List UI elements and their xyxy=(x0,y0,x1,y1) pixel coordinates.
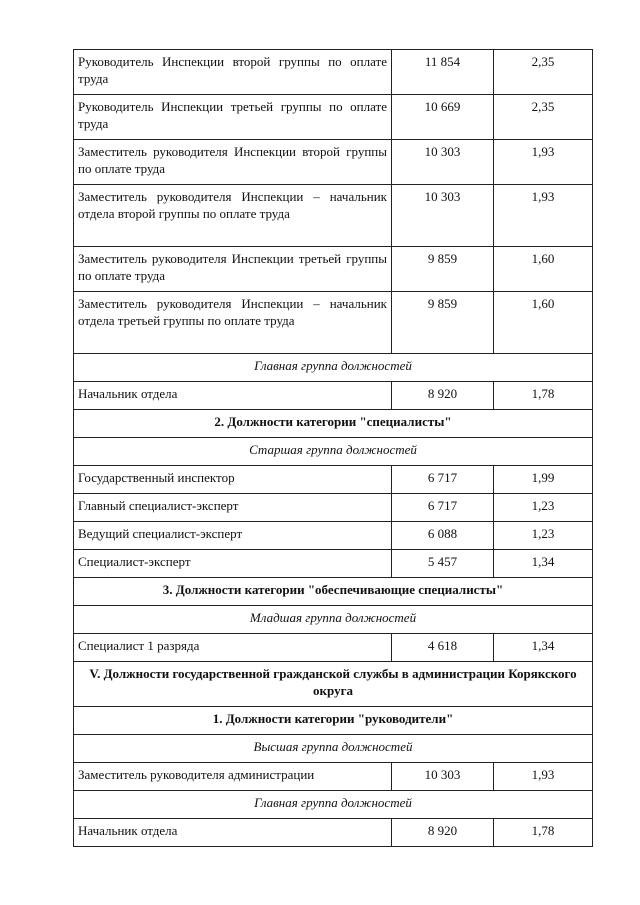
group-heading: Высшая группа должностей xyxy=(74,735,593,763)
salary-cell: 10 669 xyxy=(392,95,494,140)
position-name-cell: Специалист 1 разряда xyxy=(74,634,392,662)
coefficient-cell: 1,93 xyxy=(494,140,593,185)
salary-cell: 11 854 xyxy=(392,50,494,95)
position-name-cell: Заместитель руководителя Инспекции – начальник отдела третьей группы по оплате труда xyxy=(74,292,392,354)
salary-cell: 10 303 xyxy=(392,763,494,791)
salary-cell: 6 088 xyxy=(392,522,494,550)
salary-cell: 9 859 xyxy=(392,292,494,354)
category-heading-row xyxy=(74,578,593,606)
position-name-cell: Руководитель Инспекции третьей группы по оплате труда xyxy=(74,95,392,140)
group-heading-row xyxy=(74,354,593,382)
table-row xyxy=(74,550,593,578)
group-heading-row xyxy=(74,791,593,819)
group-heading-row xyxy=(74,735,593,763)
table-row xyxy=(74,763,593,791)
table-row xyxy=(74,494,593,522)
position-name-cell: Ведущий специалист-эксперт xyxy=(74,522,392,550)
salary-cell: 6 717 xyxy=(392,494,494,522)
position-name-cell: Главный специалист-эксперт xyxy=(74,494,392,522)
coefficient-cell: 1,78 xyxy=(494,382,593,410)
category-heading: 3. Должности категории "обеспечивающие специалисты" xyxy=(74,578,593,606)
table-row xyxy=(74,466,593,494)
coefficient-cell: 1,60 xyxy=(494,247,593,292)
position-name-cell: Заместитель руководителя администрации xyxy=(74,763,392,791)
salary-cell: 6 717 xyxy=(392,466,494,494)
salary-table-body xyxy=(74,50,593,847)
table-row xyxy=(74,50,593,95)
salary-cell: 8 920 xyxy=(392,819,494,847)
section-heading-row xyxy=(74,662,593,707)
group-heading: Младшая группа должностей xyxy=(74,606,593,634)
salary-cell: 10 303 xyxy=(392,140,494,185)
coefficient-cell: 2,35 xyxy=(494,95,593,140)
coefficient-cell: 1,60 xyxy=(494,292,593,354)
table-row xyxy=(74,819,593,847)
coefficient-cell: 1,23 xyxy=(494,494,593,522)
coefficient-cell: 1,99 xyxy=(494,466,593,494)
position-name-cell: Заместитель руководителя Инспекции – начальник отдела второй группы по оплате труда xyxy=(74,185,392,247)
position-name-cell: Специалист-эксперт xyxy=(74,550,392,578)
position-name-cell: Начальник отдела xyxy=(74,819,392,847)
position-name-cell: Начальник отдела xyxy=(74,382,392,410)
group-heading: Главная группа должностей xyxy=(74,354,593,382)
table-row xyxy=(74,522,593,550)
category-heading-row xyxy=(74,707,593,735)
salary-table xyxy=(73,49,593,847)
table-row xyxy=(74,292,593,354)
coefficient-cell: 1,93 xyxy=(494,185,593,247)
coefficient-cell: 1,93 xyxy=(494,763,593,791)
group-heading: Старшая группа должностей xyxy=(74,438,593,466)
coefficient-cell: 1,23 xyxy=(494,522,593,550)
category-heading: 1. Должности категории "руководители" xyxy=(74,707,593,735)
table-row xyxy=(74,634,593,662)
position-name-cell: Руководитель Инспекции второй группы по оплате труда xyxy=(74,50,392,95)
coefficient-cell: 2,35 xyxy=(494,50,593,95)
coefficient-cell: 1,34 xyxy=(494,550,593,578)
table-row xyxy=(74,140,593,185)
coefficient-cell: 1,34 xyxy=(494,634,593,662)
position-name-cell: Заместитель руководителя Инспекции второй группы по оплате труда xyxy=(74,140,392,185)
group-heading-row xyxy=(74,438,593,466)
position-name-cell: Заместитель руководителя Инспекции третьей группы по оплате труда xyxy=(74,247,392,292)
group-heading-row xyxy=(74,606,593,634)
table-row xyxy=(74,382,593,410)
salary-cell: 8 920 xyxy=(392,382,494,410)
category-heading-row xyxy=(74,410,593,438)
group-heading: Главная группа должностей xyxy=(74,791,593,819)
table-row xyxy=(74,247,593,292)
table-row xyxy=(74,95,593,140)
position-name-cell: Государственный инспектор xyxy=(74,466,392,494)
salary-cell: 10 303 xyxy=(392,185,494,247)
category-heading: 2. Должности категории "специалисты" xyxy=(74,410,593,438)
salary-cell: 5 457 xyxy=(392,550,494,578)
table-row xyxy=(74,185,593,247)
salary-cell: 4 618 xyxy=(392,634,494,662)
coefficient-cell: 1,78 xyxy=(494,819,593,847)
salary-cell: 9 859 xyxy=(392,247,494,292)
section-heading: V. Должности государственной гражданской службы в администрации Корякского округа xyxy=(74,662,593,707)
